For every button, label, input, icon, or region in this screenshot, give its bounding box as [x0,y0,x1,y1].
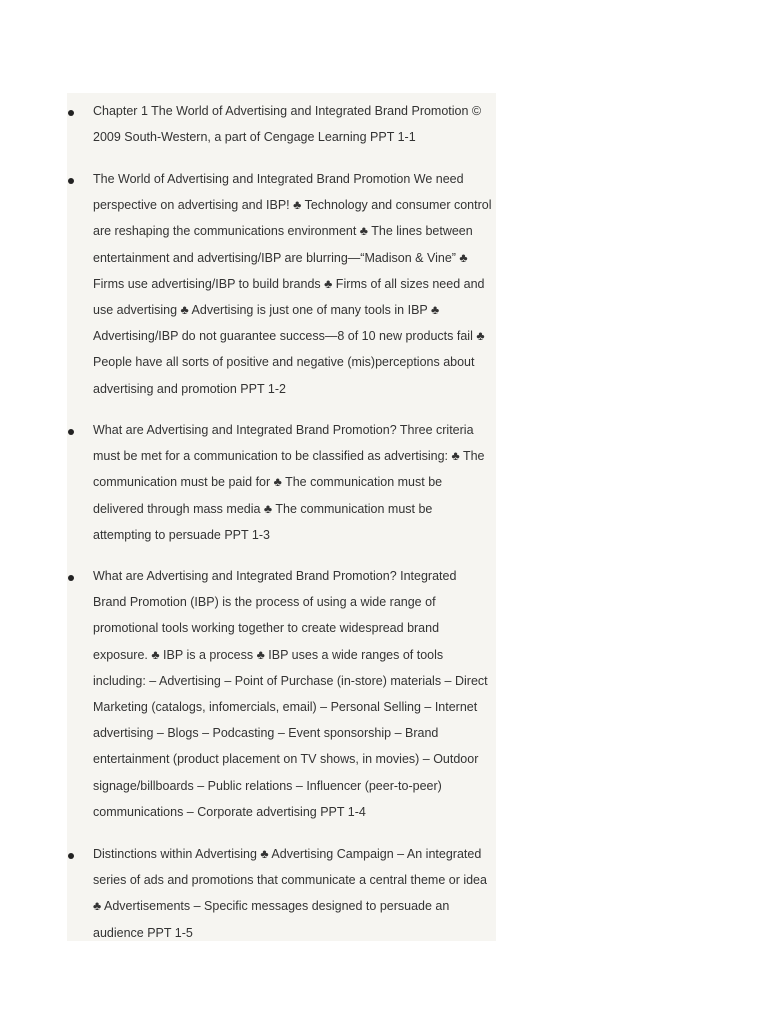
bullet-icon [68,575,74,581]
bullet-icon [68,429,74,435]
slide-text: Chapter 1 The World of Advertising and Integrated Brand Promotion © 2009 South-Western, a part of Cengage Learning PPT 1-1 [93,104,482,145]
slide-text: What are Advertising and Integrated Brand Promotion? Integrated Brand Promotion (IBP) is the process of using a wide range of promotional tools working together to create widespread brand exposure. ♣ IBP is a process ♣ IBP uses a wide ranges of tools including: – Advertising – Point of Purchase (in-store) materials – Direct Marketing (catalogs, infomercials, email) – Personal Selling – Internet advertising – Blogs – Podcasting – Event sponsorship – Brand entertainment (product placement on TV shows, in movies) – Outdoor signage/billboards – Public relations – Influencer (peer-to-peer) communications – Corporate advertising PPT 1-4 [93,569,488,819]
slide-text: Distinctions within Advertising ♣ Advertising Campaign – An integrated series of ads and promotions that communicate a central theme or idea ♣ Advertisements – Specific messages designed to persuade an audience PPT 1-5 [93,847,487,940]
bullet-icon [68,853,74,859]
slide-text: The World of Advertising and Integrated Brand Promotion We need perspective on advertising and IBP! ♣ Technology and consumer control are reshaping the communications environment ♣ The lines between entertainment and advertising/IBP are blurring—“Madison & Vine” ♣ Firms use advertising/IBP to build brands ♣ Firms of all sizes need and use advertising ♣ Advertising is just one of many tools in IBP ♣ Advertising/IBP do not guarantee success—8 of 10 new products fail ♣ People have all sorts of positive and negative (mis)perceptions about advertising and promotion PPT 1-2 [93,172,492,396]
slide-text: What are Advertising and Integrated Brand Promotion? Three criteria must be met for a communication to be classified as advertising: ♣ The communication must be paid for ♣ The communication must be delivered through mass media ♣ The communication must be attempting to persuade PPT 1-3 [93,423,485,542]
bullet-icon [68,178,74,184]
bullet-icon [68,110,74,116]
